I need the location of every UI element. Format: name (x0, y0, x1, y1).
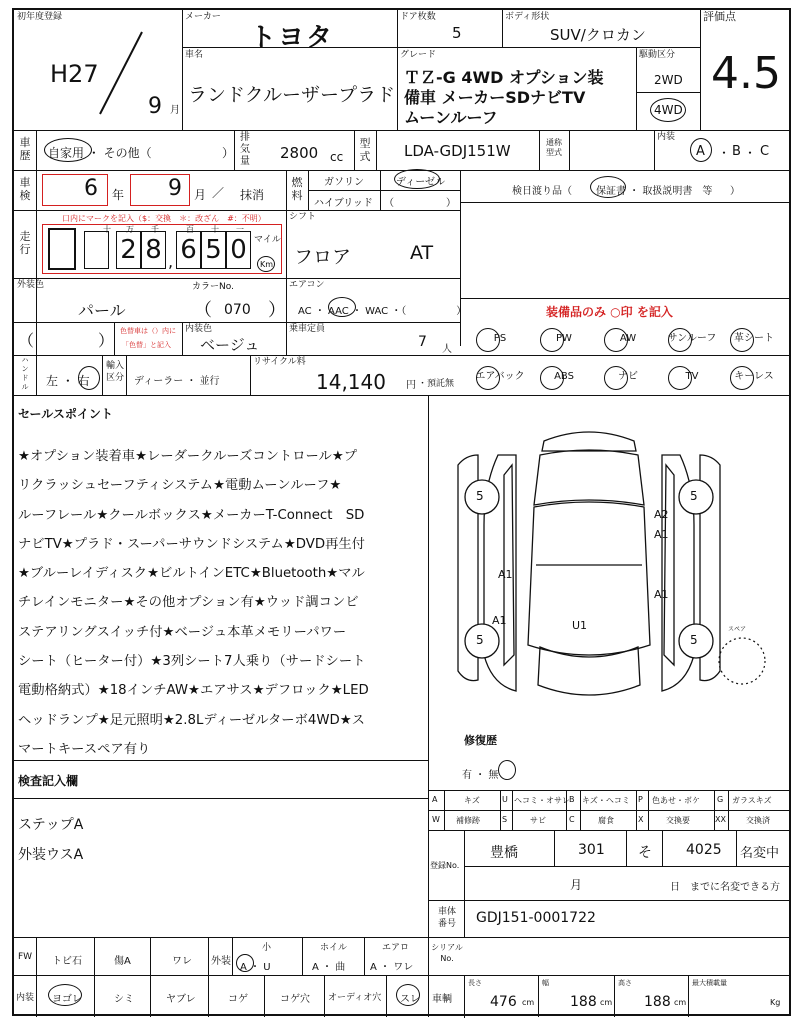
car-diagram (444, 415, 774, 715)
car-name-label: 車名 (185, 50, 204, 60)
wheel: A ・ 曲 (312, 962, 346, 973)
body-type: SUV/クロカン (550, 26, 646, 44)
equip-aw: AW (588, 324, 668, 354)
interior-label: 内装 (657, 132, 676, 142)
displacement-unit: cc (330, 150, 344, 164)
reg-month-unit: 月 (570, 878, 583, 892)
transmission: AT (410, 242, 434, 264)
inspection-month: 9 (168, 176, 182, 201)
score: 4.5 (711, 48, 781, 99)
fuel-gasoline: ガソリン (324, 177, 364, 188)
history-circle (44, 138, 92, 162)
docs-title: 検日渡り品（ (512, 186, 572, 197)
inspection-year-box (42, 174, 108, 206)
aircon-circle (328, 297, 356, 317)
fuel-diesel-circle (394, 169, 440, 189)
height: 188 (644, 994, 671, 1010)
deleted-label: 抹消 (240, 188, 265, 202)
score-label: 評価点 (703, 10, 736, 23)
fuel-label: 燃 料 (291, 176, 303, 202)
shift-label: シフト (289, 212, 317, 222)
reg-day-text: 日 までに名変できる方 (670, 882, 780, 893)
history-close: ） (222, 146, 235, 160)
handle-label: ハ ン ド ル (21, 356, 29, 391)
unit-km: Km (260, 260, 274, 269)
mileage-digit-4: 5 (201, 231, 226, 269)
unit-km-circle (257, 256, 275, 272)
inspection-label: 車 検 (19, 176, 31, 202)
cert-label: 通称 型式 (546, 138, 562, 157)
equip-title: 装備品のみ ○印 を記入 (546, 305, 673, 319)
tire-rr: 5 (690, 633, 698, 647)
grade-label: グレード (400, 50, 437, 60)
equip-sunroof: サンルーフ (652, 324, 732, 354)
inspection-title: 検査記入欄 (18, 774, 79, 788)
interior-grade-b: B (732, 144, 741, 159)
equip-airbag: エアバック (460, 362, 540, 392)
model: LDA-GDJ151W (404, 142, 511, 160)
equip-pw: PW (524, 324, 604, 354)
name-change: 名変中 (740, 846, 780, 861)
model-label: 型 式 (359, 137, 371, 163)
interior-a-circle (690, 138, 712, 162)
chassis-number: GDJ151-0001722 (476, 910, 596, 926)
size-label: 車輌 (432, 994, 452, 1005)
handle-circle (78, 366, 100, 390)
int-color: ベージュ (200, 336, 260, 354)
maker: トヨタ (250, 23, 335, 53)
mark-a2: A2 (654, 508, 669, 521)
handle: 左 ・ 右 (46, 374, 90, 388)
interior-grade-c: C (760, 144, 770, 159)
first-reg-year: H27 (50, 60, 99, 88)
month-unit-2: 月 (194, 188, 207, 202)
grade-line-1: ＴＺ-G 4WD オプション装 (404, 68, 604, 87)
int-label: 内装 (16, 993, 35, 1003)
equip-ps: PS (460, 324, 540, 354)
ext-small: A ・ U (240, 962, 271, 973)
mileage-digit-5: 0 (226, 231, 251, 269)
exterior-label: 外装色 (17, 280, 45, 290)
sales-points: ★オプション装着車★レーダークルーズコントロール★プ リクラッシュセーフティシステム★電動ムーンルーフ★ ルーフレール★クールボックス★メーカーT-Connect SD ナビTV★プラド・スーパーサウンドシステム★DVD再生付 ★ブルーレイディスク★ビルトインETC★Bluetooth★マル チレインモニター★その他オプション有★ウッド調コンビ ステアリングスイッチ付★ベージュ本革メモリーパワー シート（ヒーター付）★3列シート7人乗り（サードシート 電動格納式）★18インチAW★エアサス★デフロック★LED ヘッドランプ★足元照明★2.8Lディーゼルターボ4WD★ス マートキースペア有り (18, 449, 369, 757)
inspection-line-2: 外装ウスA (18, 847, 84, 863)
aircon-label: エアコン (289, 280, 325, 290)
mark-a1-right2: A1 (654, 588, 669, 601)
drive-4wd: 4WD (654, 103, 683, 117)
color-change-note-2: 「色替」と記入 (122, 341, 171, 349)
damage-legend: A キズ U ヘコミ・オサレ B キズ・ヘコミ P 色あせ・ボケ G ガラスキズ W 補修跡 S サビ C 腐食 X 交換要 XX 交換済 (428, 790, 790, 830)
tire-rl: 5 (476, 633, 484, 647)
recycle-note: ・預託無 (418, 379, 455, 389)
import: ディーラー ・ 並行 (134, 376, 220, 387)
grade-line-3: ムーンルーフ (404, 108, 498, 127)
import-label: 輸入 区分 (105, 361, 124, 383)
first-reg-label: 初年度登録 (17, 12, 63, 22)
history-options: 自家用 ・ その他（ (48, 146, 152, 160)
body-label: ボディ形状 (505, 12, 550, 22)
equip-keyless: キーレス (714, 362, 794, 392)
chassis-label: 車体 番号 (437, 907, 456, 929)
int-worn-circle (396, 984, 420, 1006)
tire-fl: 5 (476, 489, 484, 503)
aero: A ・ ワレ (370, 962, 414, 973)
reg-place: 豊橋 (490, 845, 518, 861)
reg-label: 登録No. (430, 861, 460, 870)
interior-grade-a: A (696, 144, 705, 159)
recycle-fee: 14,140 (316, 370, 386, 394)
docs-items: 保証書 ・ 取扱説明書 等 (596, 186, 713, 197)
repair-options: 有 ・ 無 (462, 770, 499, 781)
mileage-digit-blank2 (84, 231, 109, 269)
tire-fr: 5 (690, 489, 698, 503)
equip-navi: ナビ (588, 362, 668, 392)
capacity: 7 (418, 334, 427, 350)
mileage-label: 走 行 (19, 230, 31, 256)
mileage-digit-3: 6 (176, 231, 201, 269)
mileage-note: 口内にマークを記入（$：交換 ＊：改ざん #：不明） (62, 214, 266, 223)
doors: 5 (452, 24, 462, 42)
grade-line-2: 備車 メーカーSDナビTV (404, 88, 586, 107)
equip-tv: TV (652, 362, 732, 392)
displacement-label: 排 気 量 (240, 132, 250, 167)
month-unit: 月 (170, 105, 180, 116)
color-change-note-1: 色替車は（）内に (120, 327, 176, 335)
sales-title: セールスポイント (18, 407, 113, 421)
history-label: 車 歴 (19, 136, 31, 162)
fuel-diesel: ディーゼル (396, 177, 445, 188)
maker-label: メーカー (185, 12, 221, 22)
mark-a1-rear: A1 (492, 614, 507, 627)
int-dirt-circle (48, 984, 82, 1006)
reg-class: 301 (578, 842, 605, 858)
fw-label: FW (18, 952, 33, 962)
unit-mile: マイル (254, 235, 281, 245)
car-name: ランドクルーザープラド (188, 84, 396, 106)
capacity-label: 乗車定員 (289, 324, 326, 334)
drive-2wd: 2WD (654, 73, 683, 87)
int-color-label: 内装色 (185, 324, 213, 334)
displacement: 2800 (280, 144, 319, 162)
slash-mark (94, 28, 154, 118)
doors-label: ドア枚数 (400, 12, 436, 22)
drive-4wd-circle (650, 98, 686, 122)
capacity-unit: 人 (442, 344, 452, 355)
mark-u1: U1 (572, 619, 588, 632)
mileage-digit-1: 2 (116, 231, 141, 269)
color-no-label: カラーNo. (192, 282, 234, 292)
serial-label: シリアル No. (431, 943, 463, 963)
ext-small-circle (236, 954, 254, 972)
ext-label: 外装 (211, 956, 231, 967)
repair-label: 修復歴 (464, 734, 497, 747)
inspection-line-1: ステップA (18, 817, 84, 833)
equip-abs: ABS (524, 362, 604, 392)
year-unit: 年 (112, 188, 125, 202)
fuel-hybrid: ハイブリッド (314, 198, 373, 209)
mileage-digit-2: 8 (141, 231, 166, 269)
width: 188 (570, 994, 597, 1010)
length: 476 (490, 994, 517, 1010)
shift: フロア (294, 246, 352, 268)
mark-a1-left: A1 (498, 568, 513, 581)
reg-number: 4025 (686, 842, 722, 858)
equip-leather: 革シート (714, 324, 794, 354)
auction-sheet: 初年度登録 H27 9 月 メーカー トヨタ ドア枚数 5 ボディ形状 SUV/クロカン 評価点 4.5 車名 ランドクルーザープラド グレード ＴＺ-G 4WD オプション装 備車 メーカーSDナビTV ムーンルーフ 駆動区分 2WD 4WD 車 歴 自家用 ・ その他（ ） 排 気 量 2800 cc 型 式 LDA-GDJ151W 通称 型式 内装 A ・ B ・ C 車 検 6 年 9 月 ／ 抹消 燃 料 ガソリン ディーゼル ハイブリッド （ ） 検日渡り品（ 保証書 ・ 取扱説明書 等 ） 走 行 口内にマークを記入（$：交換 ＊：改ざん #：不明） 2 8 , 6 5 0 十 万 千 百 十 一 マイル Km シフト フロア AT 外装色 パール カラーNo. （ 070 ） エアコン AC ・ AAC ・ WAC ・（ ） 装備品のみ ○印 を記入 （ ） 色替車は（）内に 「色替」と記入 内装色 ベージュ 乗車定員 7 人 PS PW AW サンルーフ 革シート ハ ン ド ル 左 ・ 右 輸入 区分 ディーラー ・ 並行 リサイクル料 14,140 円 ・預託無 エアバック ABS ナビ TV キーレス セールスポイント ★オプション装着車★レーダークルーズコントロール★プ リクラッシュセーフティシステム★電動ムーンルーフ★ ルーフレール★クールボックス★メーカーT-Connect SD ナビTV★プラド・スーパーサウンドシステム★DVD再生付 ★ブルーレイディスク★ビルトインETC★Bluetooth★マル チレインモニター★その他オプション有★ウッド調コンビ ステアリングスイッチ付★ベージュ本革メモリーパワー シート（ヒーター付）★3列シート7人乗り（サードシート 電動格納式）★18インチAW★エアサス★デフロック★LED ヘッドランプ★足元照明★2.8Lディーゼルターボ4WD★ス マートキースペア有り 5 5 5 5 A2 A1 A1 A1 A1 U1 スペア 修復歴 有 ・ 無 検査記入欄 ステップA 外装ウスA A キズ U ヘコミ・オサレ B キズ・ヘコミ P 色あせ・ボケ G ガラスキズ W 補修跡 S サビ C 腐食 X 交換要 XX 交換済 登録No. 豊橋 301 そ 4025 名変中 月 日 までに名変できる方 車体 番号 GDJ151-0001722 FW トビ石 傷A ワレ 外装 小 A ・ U ホイル A ・ 曲 エアロ A ・ ワレ シリアル No. 内装 ヨゴレ シミ ヤブレ コゲ コゲ穴 オーディオ穴 スレ 車輌 長さ 476 cm 幅 188 cm 高さ 188 cm 最大積載量 Kg (12, 8, 791, 1016)
drive-label: 駆動区分 (639, 50, 676, 60)
exterior-color: パール (78, 301, 126, 320)
mileage-digit-blank (48, 228, 76, 270)
mark-a1-right: A1 (654, 528, 669, 541)
first-reg-month: 9 (148, 94, 162, 119)
repair-none-circle (498, 760, 516, 780)
reg-kana: そ (638, 845, 652, 861)
recycle-label: リサイクル料 (253, 357, 306, 367)
color-no: 070 (224, 302, 251, 318)
docs-circle (590, 176, 626, 198)
spare-label: スペア (728, 626, 747, 633)
recycle-unit: 円 (406, 380, 416, 391)
aircon-options: AC ・ AAC ・ WAC ・（ ） (298, 306, 467, 317)
inspection-year: 6 (84, 176, 98, 201)
